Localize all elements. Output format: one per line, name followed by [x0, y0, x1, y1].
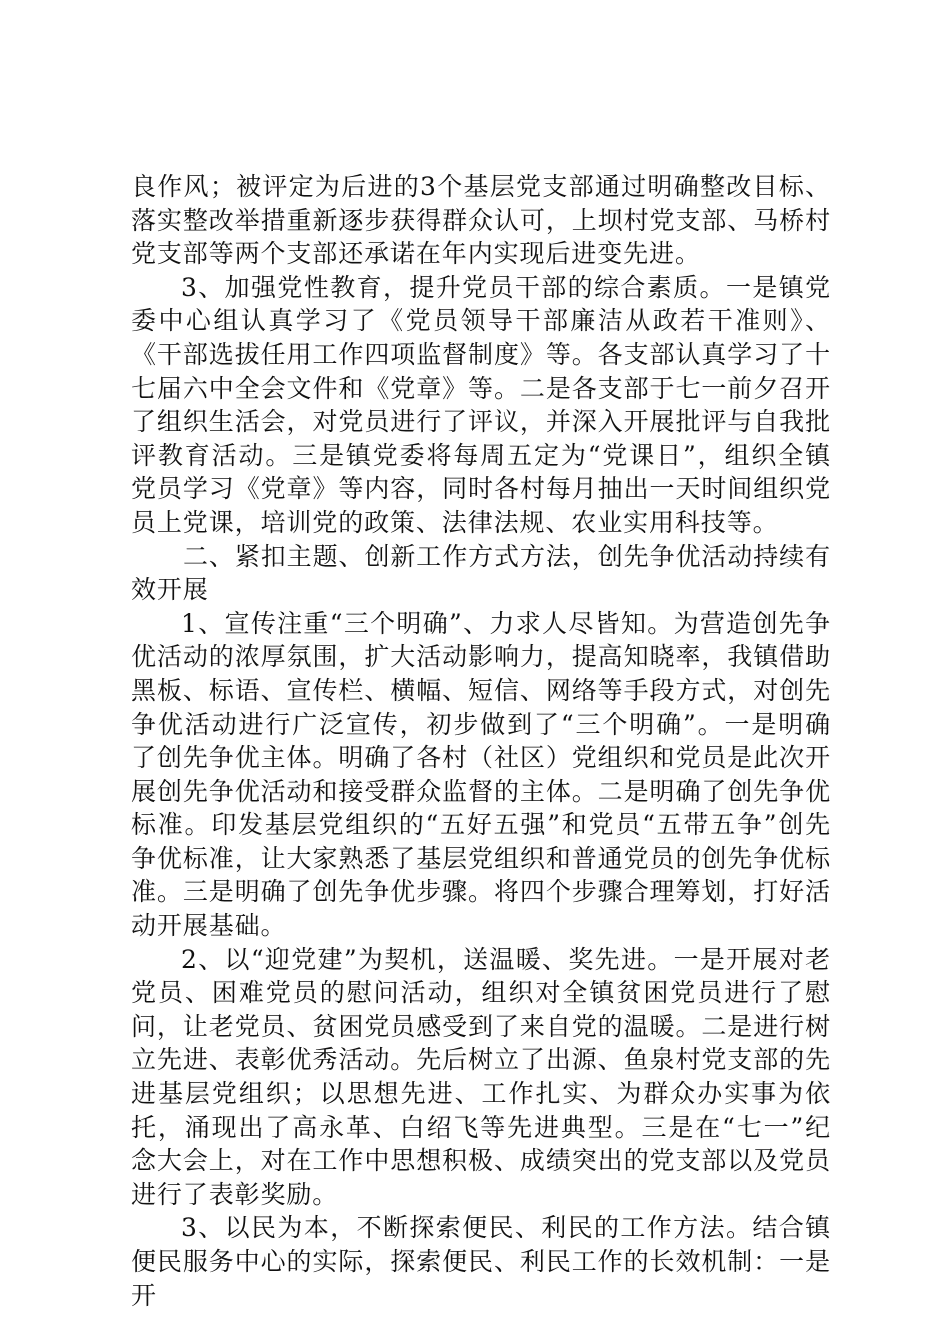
paragraph-warmth-awards: 2、以“迎党建”为契机，送温暖、奖先进。一是开展对老党员、困难党员的慰问活动，组织对全镇贫困党员进行了慰问，让老党员、贫困党员感受到了来自党的温暖。二是进行树立先进、表彰优秀活动。先后树立了出源、鱼泉村党支部的先进基层党组织；以思想先进、工作扎实、为群众办实事为依托，涌现出了高永革、白绍飞等先进典型。三是在“七一”纪念大会上，对在工作中思想积极、成绩突出的党支部以及党员进行了表彰奖励。 — [131, 944, 831, 1209]
paragraph-continuation: 良作风；被评定为后进的3个基层党支部通过明确整改目标、落实整改举措重新逐步获得群众认可，上坝村党支部、马桥村党支部等两个支部还承诺在年内实现后进变先进。 — [131, 172, 831, 269]
section-heading-two: 二、紧扣主题、创新工作方式方法，创先争优活动持续有效开展 — [131, 541, 831, 605]
paragraph-party-education: 3、加强党性教育，提升党员干部的综合素质。一是镇党委中心组认真学习了《党员领导干部廉洁从政若干准则》、《干部选拔任用工作四项监督制度》等。各支部认真学习了十七届六中全会文件和《党章》等。二是各支部于七一前夕召开了组织生活会，对党员进行了评议，并深入开展批评与自我批评教育活动。三是镇党委将每周五定为“党课日”，组织全镇党员学习《党章》等内容，同时各村每月抽出一天时间组织党员上党课，培训党的政策、法律法规、农业实用科技等。 — [131, 272, 831, 537]
paragraph-publicity: 1、宣传注重“三个明确”、力求人尽皆知。为营造创先争优活动的浓厚氛围，扩大活动影响力，提高知晓率，我镇借助黑板、标语、宣传栏、横幅、短信、网络等手段方式，对创先争优活动进行广泛宣传，初步做到了“三个明确”。一是明确了创先争优主体。明确了各村（社区）党组织和党员是此次开展创先争优活动和接受群众监督的主体。二是明确了创先争优标准。印发基层党组织的“五好五强”和党员“五带五争”创先争优标准，让大家熟悉了基层党组织和普通党员的创先争优标准。三是明确了创先争优步骤。将四个步骤合理筹划，打好活动开展基础。 — [131, 608, 831, 941]
paragraph-people-first: 3、以民为本，不断探索便民、利民的工作方法。结合镇便民服务中心的实际，探索便民、利民工作的长效机制：一是开 — [131, 1213, 831, 1310]
document-body — [131, 170, 831, 1312]
